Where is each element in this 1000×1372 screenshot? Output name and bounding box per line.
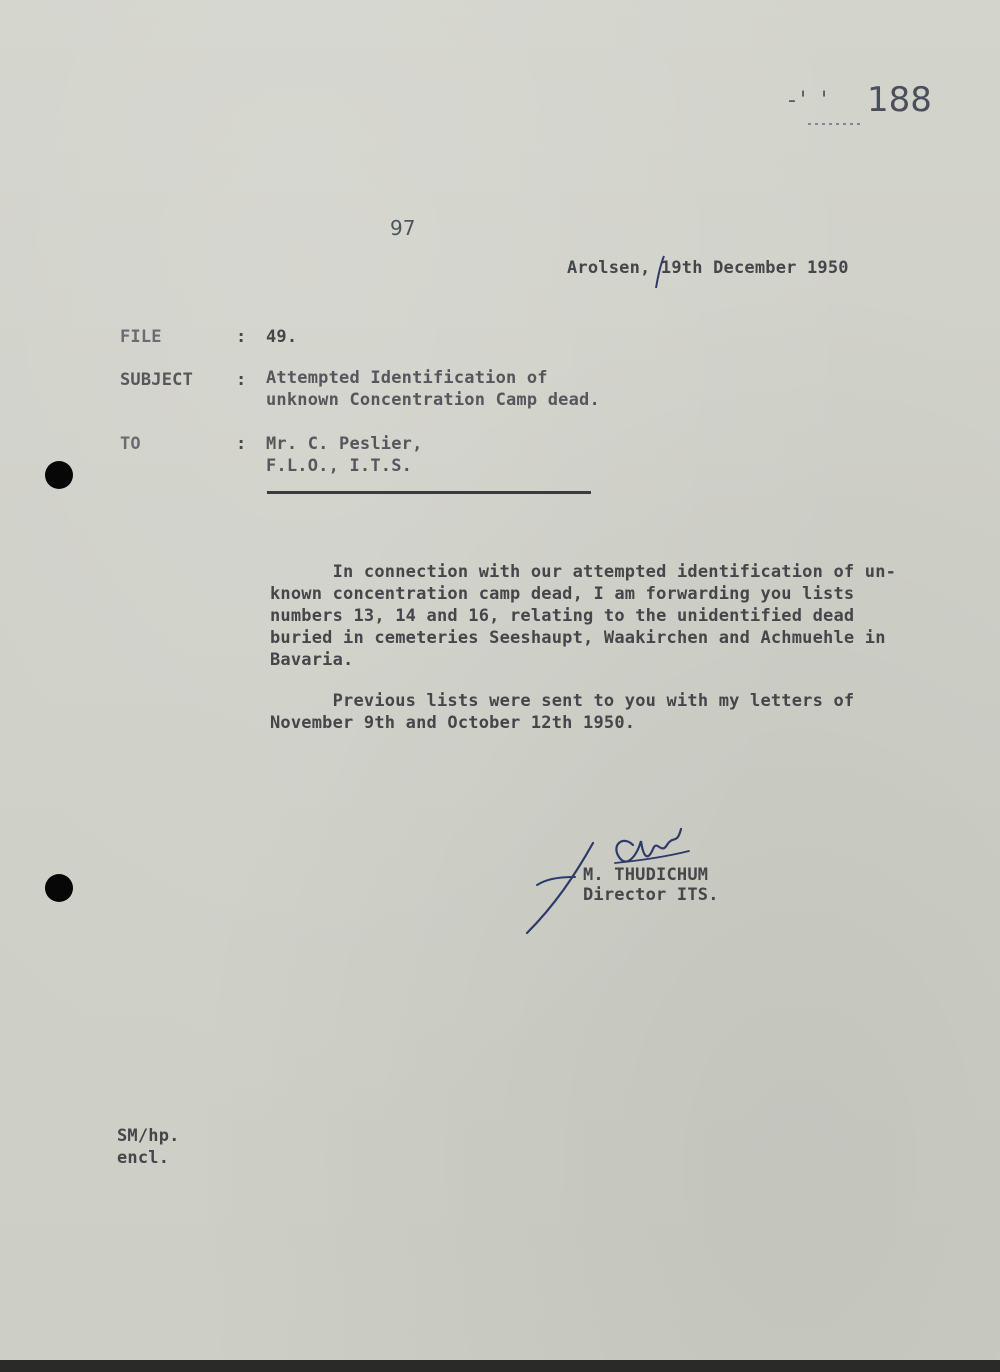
- archive-dotted-line: [806, 118, 866, 128]
- header-divider-line: [267, 491, 591, 494]
- punch-hole-top: [45, 461, 73, 489]
- scan-bottom-edge: [0, 1360, 1000, 1372]
- subject-label: SUBJECT: [120, 370, 194, 390]
- body-paragraph-1-line-3: numbers 13, 14 and 16, relating to the unidentified dead: [270, 606, 855, 626]
- body-paragraph-1-line-2: known concentration camp dead, I am forwarding you lists: [270, 584, 855, 604]
- body-paragraph-2-line-2: November 9th and October 12th 1950.: [270, 713, 636, 733]
- page-number: 97: [390, 216, 416, 240]
- subject-colon: :: [236, 370, 247, 390]
- to-line-1: Mr. C. Peslier,: [266, 434, 423, 454]
- file-label: FILE: [120, 327, 162, 347]
- enclosure-note: encl.: [117, 1148, 170, 1168]
- date-handwritten-correction: [650, 252, 674, 292]
- body-paragraph-1-line-1: In connection with our attempted identification of un-: [270, 562, 897, 582]
- punch-hole-bottom: [45, 874, 73, 902]
- body-paragraph-1-line-5: Bavaria.: [270, 650, 354, 670]
- signatory-title: Director ITS.: [583, 885, 719, 905]
- archive-number: 188: [867, 80, 932, 120]
- signatory-name: M. THUDICHUM: [583, 865, 709, 885]
- to-label: TO: [120, 434, 141, 454]
- body-paragraph-1-line-4: buried in cemeteries Seeshaupt, Waakirchen and Achmuehle in: [270, 628, 886, 648]
- to-colon: :: [236, 434, 247, 454]
- subject-line-2: unknown Concentration Camp dead.: [266, 390, 600, 410]
- body-paragraph-2-line-1: Previous lists were sent to you with my letters of: [270, 691, 855, 711]
- date-line: Arolsen, 19th December 1950: [567, 258, 849, 278]
- subject-line-1: Attempted Identification of: [266, 368, 548, 388]
- to-line-2: F.L.O., I.T.S.: [266, 456, 413, 476]
- reference-initials: SM/hp.: [117, 1126, 180, 1146]
- file-colon: :: [236, 327, 247, 347]
- archive-dash-mark: -' ': [788, 88, 832, 113]
- file-value: 49.: [266, 327, 298, 347]
